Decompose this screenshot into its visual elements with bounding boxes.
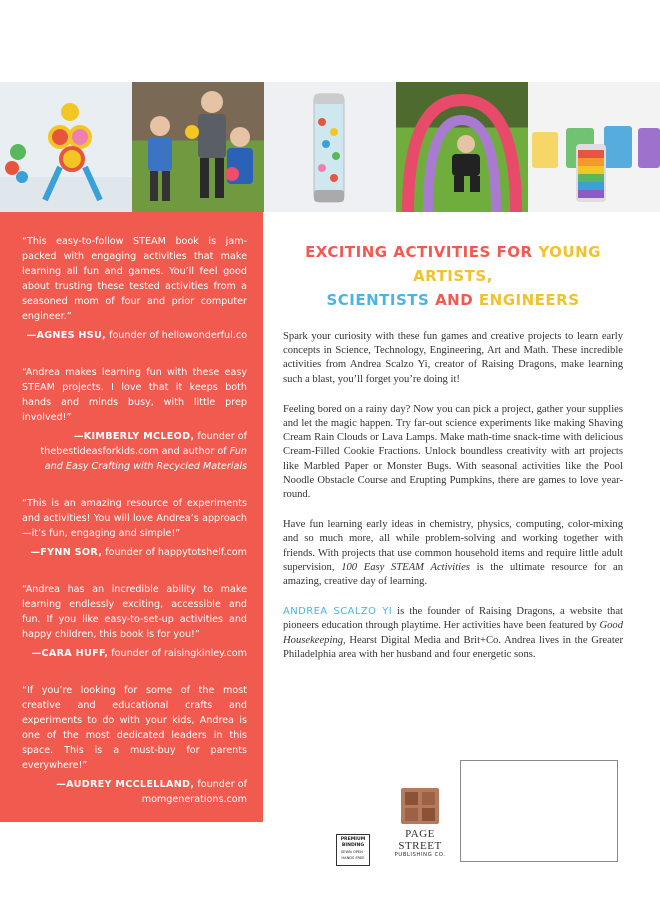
endorsement-attribution xyxy=(22,777,247,807)
headline-part: AND xyxy=(429,291,479,309)
letterpress-icon xyxy=(401,788,439,824)
endorser-affiliation: founder of happytotshelf.com xyxy=(105,547,247,558)
publisher-subtitle: PUBLISHING CO. xyxy=(394,852,446,858)
headline xyxy=(283,240,623,312)
endorsement xyxy=(22,234,247,343)
endorsement-attribution xyxy=(22,545,247,560)
binding-label: PREMIUM xyxy=(340,837,366,842)
description-column xyxy=(283,212,623,822)
photo-kids-outdoors xyxy=(132,82,264,212)
binding-label: BINDING xyxy=(341,843,365,848)
pool-noodle-image xyxy=(396,82,528,212)
photo-pool-noodle xyxy=(396,82,528,212)
photo-rainbow-jars xyxy=(528,82,660,212)
binding-note: SEWN OPEN · HANDS FREE xyxy=(340,850,366,860)
endorsement-text: “Andrea makes learning fun with these easy STEAM projects. I love that it keeps both hands and minds busy, with little prep involved!” xyxy=(22,367,247,423)
endorser-name: —AGNES HSU, xyxy=(26,330,106,341)
endorsement xyxy=(22,496,247,560)
endorsement-attribution xyxy=(22,429,247,474)
endorser-name: —AUDREY MCCLELLAND, xyxy=(56,779,195,790)
paragraph-text: is the founder of Raising Dragons, a website that pioneers education through playtime. Her activities have been featured by xyxy=(283,606,623,632)
photo-sensory-bottle xyxy=(264,82,396,212)
headline-part: YOUNG ARTISTS, xyxy=(413,243,601,285)
rainbow-jars-image xyxy=(528,82,660,212)
photo-strip xyxy=(0,82,660,212)
back-cover xyxy=(0,82,660,860)
publisher-logo xyxy=(392,788,448,858)
endorser-affiliation: founder of raisingkinley.com xyxy=(111,648,247,659)
paragraph-text: is the ultimate resource for an amazing, creative day of learning. xyxy=(283,561,623,588)
endorser-book-title: Fun and Easy Crafting with Recycled Materials xyxy=(44,446,247,472)
author-name: ANDREA SCALZO YI xyxy=(283,606,393,618)
endorsement-text: “This easy-to-follow STEAM book is jam-packed with engaging activities that make learning all fun and games. You’ll feel good about trusting these tested activities from a seasoned mom of four and prior computer engineer.” xyxy=(22,236,247,322)
headline-part: SCIENTISTS xyxy=(326,291,430,309)
description-paragraph: Feeling bored on a rainy day? Now you can pick a project, gather your supplies and let the magic happen. Try far-out science experiments like making Shaving Cream Rain Clouds or Lava Lamps. Make math-time snack-time with delicious Cream-Filled Cookie Fractions. Unlock boundless creativity with art projects like Marbled Paper or Monster Bugs. With seasonal activities like the Pool Noodle Obstacle Course and Erupting Pumpkins, there are games to love year-round. xyxy=(283,403,623,501)
endorsement xyxy=(22,365,247,474)
endorsement xyxy=(22,582,247,661)
endorsement xyxy=(22,683,247,807)
endorser-name: —CARA HUFF, xyxy=(31,648,109,659)
premium-binding-badge xyxy=(336,834,370,866)
description-paragraph xyxy=(283,518,623,589)
barcode-area xyxy=(460,760,618,862)
endorsement-attribution xyxy=(22,646,247,661)
endorsement-attribution xyxy=(22,328,247,343)
magazine-title: Good Housekeeping xyxy=(283,620,623,646)
headline-part: ENGINEERS xyxy=(478,291,580,309)
endorser-affiliation: founder of thebestideasforkids.com and author of xyxy=(40,431,247,457)
endorsement-text: “Andrea has an incredible ability to make learning endlessly exciting, accessible and fun. If you like easy-to-set-up activities and happy children, this book is for you!” xyxy=(22,584,247,640)
headline-part: EXCITING ACTIVITIES FOR xyxy=(305,243,539,261)
paragraph-text: , Hearst Digital Media and Brit+Co. Andrea lives in the Greater Philadelphia area with her husband and four energetic sons. xyxy=(283,634,623,660)
pipe-cleaner-sculpture-image xyxy=(0,82,132,212)
paragraph-text: Have fun learning early ideas in chemistry, physics, computing, color-mixing and so much more, all while problem-solving and working together with friends. With projects that use common household items and require little adult supervision, xyxy=(283,519,623,573)
sensory-bottle-image xyxy=(264,82,396,212)
endorsement-text: “If you’re looking for some of the most creative and educational crafts and experiments to do with your kids, Andrea is one of the most dedicated leaders in this space. This is a must-buy for parents everywhere!” xyxy=(22,685,247,771)
author-bio xyxy=(283,605,623,662)
publisher-name: PAGE STREET xyxy=(398,828,442,852)
endorser-name: —KIMBERLY MCLEOD, xyxy=(73,431,195,442)
book-title: 100 Easy STEAM Activities xyxy=(341,561,470,573)
endorser-affiliation: founder of momgenerations.com xyxy=(141,779,247,805)
endorser-affiliation: founder of hellowonderful.co xyxy=(109,330,247,341)
type-block-icon xyxy=(401,788,439,824)
description-paragraph: Spark your curiosity with these fun games and creative projects to learn early concepts in Science, Technology, Engineering, Art and Math. These incredible activities from Andrea Scalzo Yi, creator of Raising Dragons, make learning such a blast, you’ll forget you’re doing it! xyxy=(283,331,623,385)
endorser-name: —FYNN SOR, xyxy=(30,547,103,558)
endorsements-panel xyxy=(0,212,263,822)
photo-sculpture xyxy=(0,82,132,212)
kids-image xyxy=(132,82,264,212)
endorsement-text: “This is an amazing resource of experiments and activities! You will love Andrea’s approach—it’s fun, engaging and simple!” xyxy=(22,498,247,539)
